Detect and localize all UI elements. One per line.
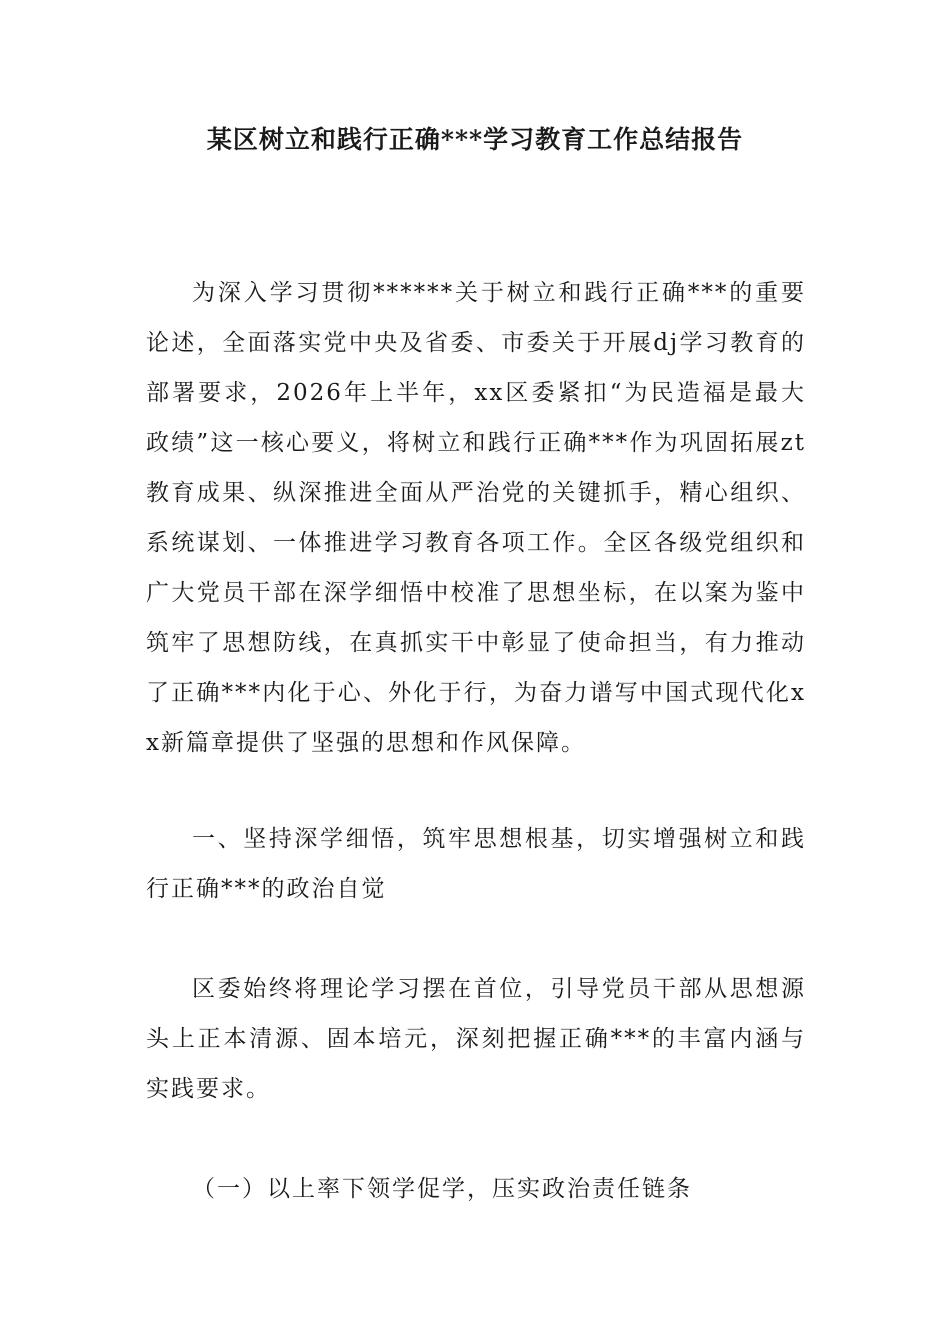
document-title: 某区树立和践行正确***学习教育工作总结报告 — [206, 125, 744, 154]
intro-paragraph: 为深入学习贯彻******关于树立和践行正确***的重要论述，全面落实党中央及省委、市委关于开展dj学习教育的部署要求，2026年上半年，xx区委紧扣“为民造福是最大政绩”这一核心要义，将树立和践行正确***作为巩固拓展zt教育成果、纵深推进全面从严治党的关键抓手，精心组织、系统谋划、一体推进学习教育各项工作。全区各级党组织和广大党员干部在深学细悟中校准了思想坐标，在以案为鉴中筑牢了思想防线，在真抓实干中彰显了使命担当，有力推动了正确***内化于心、外化于行，为奋力谱写中国式现代化xx新篇章提供了坚强的思想和作风保障。 — [146, 280, 806, 756]
section-heading: 一、坚持深学细悟，筑牢思想根基，切实增强树立和践行正确***的政治自觉 — [146, 826, 806, 902]
subsection-heading: （一）以上率下领学促学，压实政治责任链条 — [192, 1176, 692, 1202]
section-paragraph: 区委始终将理论学习摆在首位，引导党员干部从思想源头上正本清源、固本培元，深刻把握正确***的丰富内涵与实践要求。 — [146, 976, 806, 1102]
